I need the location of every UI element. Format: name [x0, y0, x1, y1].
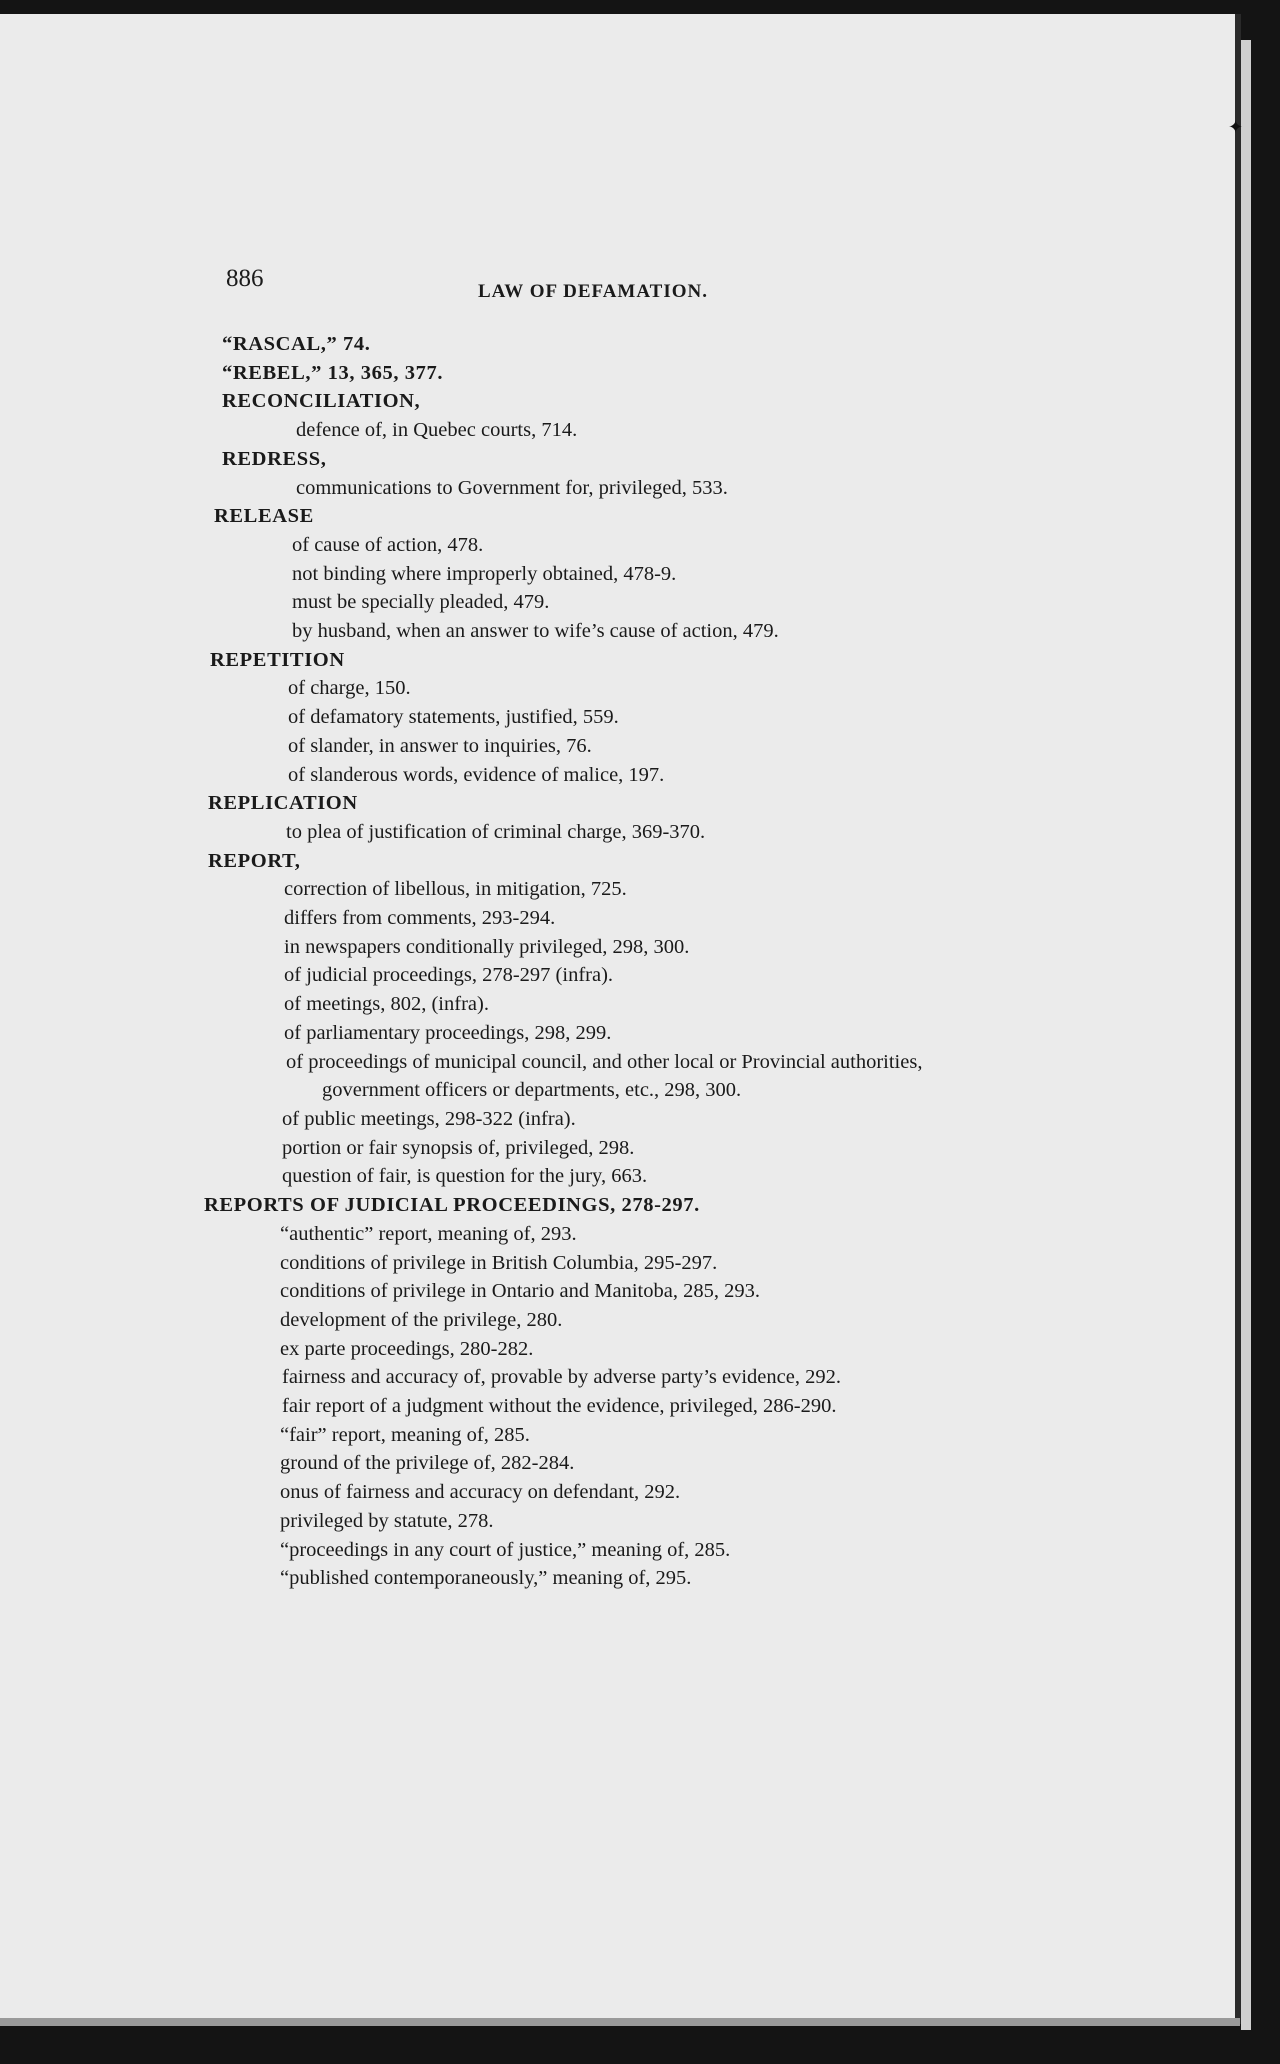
index-subentry: in newspapers conditionally privileged, 298, 300.: [284, 935, 690, 958]
index-subentry: by husband, when an answer to wife’s cause of action, 479.: [292, 620, 779, 643]
page-number: 886: [226, 265, 264, 292]
index-subentry: defence of, in Quebec courts, 714.: [296, 419, 578, 442]
index-subentry: conditions of privilege in British Columbia, 295-297.: [280, 1251, 718, 1274]
index-subentry: to plea of justification of criminal charge, 369-370.: [286, 820, 706, 843]
binding-mark-icon: ✦: [1228, 117, 1244, 137]
index-subentry: development of the privilege, 280.: [280, 1308, 563, 1331]
index-heading: RECONCILIATION,: [222, 390, 421, 413]
index-heading: REPORT,: [208, 849, 301, 872]
index-subentry: differs from comments, 293-294.: [284, 907, 556, 930]
index-subentry: of cause of action, 478.: [292, 533, 484, 556]
index-subentry: onus of fairness and accuracy on defendant, 292.: [280, 1481, 681, 1504]
index-subentry: communications to Government for, privileged, 533.: [296, 476, 728, 499]
index-subentry: of charge, 150.: [288, 677, 411, 700]
page-header: [226, 265, 786, 305]
index-heading: “RASCAL,” 74.: [222, 333, 371, 355]
page-edge: [1241, 40, 1251, 2030]
index-heading: REDRESS,: [222, 447, 327, 470]
index-heading: REPETITION: [210, 648, 345, 671]
index-list: [200, 330, 1020, 1593]
index-subentry: “published contemporaneously,” meaning of, 295.: [280, 1567, 692, 1590]
index-subentry: of judicial proceedings, 278-297 (infra).: [284, 964, 614, 987]
index-subentry: correction of libellous, in mitigation, 725.: [284, 878, 627, 901]
index-subentry: of defamatory statements, justified, 559.: [288, 706, 619, 729]
index-subentry: ex parte proceedings, 280-282.: [280, 1337, 534, 1360]
index-subentry: of parliamentary proceedings, 298, 299.: [284, 1021, 612, 1044]
index-subentry: of slander, in answer to inquiries, 76.: [288, 734, 592, 757]
index-heading: RELEASE: [214, 505, 314, 528]
index-subentry: of meetings, 802, (infra).: [284, 993, 489, 1016]
index-subentry: of public meetings, 298-322 (infra).: [282, 1107, 576, 1130]
index-subentry: ground of the privilege of, 282-284.: [280, 1452, 575, 1475]
index-subentry: “proceedings in any court of justice,” meaning of, 285.: [280, 1538, 731, 1561]
index-subentry: privileged by statute, 278.: [280, 1509, 494, 1532]
index-subentry: fair report of a judgment without the evidence, privileged, 286-290.: [282, 1395, 837, 1418]
index-subentry: “authentic” report, meaning of, 293.: [280, 1222, 577, 1245]
index-subentry: question of fair, is question for the jury, 663.: [282, 1165, 648, 1188]
index-subentry: conditions of privilege in Ontario and Manitoba, 285, 293.: [280, 1280, 760, 1303]
index-subentry: of slanderous words, evidence of malice, 197.: [288, 763, 665, 786]
index-subentry: fairness and accuracy of, provable by adverse party’s evidence, 292.: [282, 1366, 841, 1389]
index-subentry: portion or fair synopsis of, privileged, 298.: [282, 1136, 635, 1159]
index-heading: “REBEL,” 13, 365, 377.: [222, 361, 444, 384]
index-subentry: not binding where improperly obtained, 478-9.: [292, 562, 677, 585]
index-heading: REPLICATION: [208, 792, 358, 815]
index-subentry: must be specially pleaded, 479.: [292, 591, 550, 614]
index-subentry: of proceedings of municipal council, and other local or Provincial authorities, government officers or departments, etc., 298, 300.: [286, 1050, 923, 1102]
running-head: LAW OF DEFAMATION.: [478, 281, 708, 302]
page-bottom-shadow: [0, 2018, 1240, 2026]
index-heading: REPORTS OF JUDICIAL PROCEEDINGS, 278-297.: [204, 1194, 700, 1217]
index-subentry: “fair” report, meaning of, 285.: [280, 1423, 530, 1446]
